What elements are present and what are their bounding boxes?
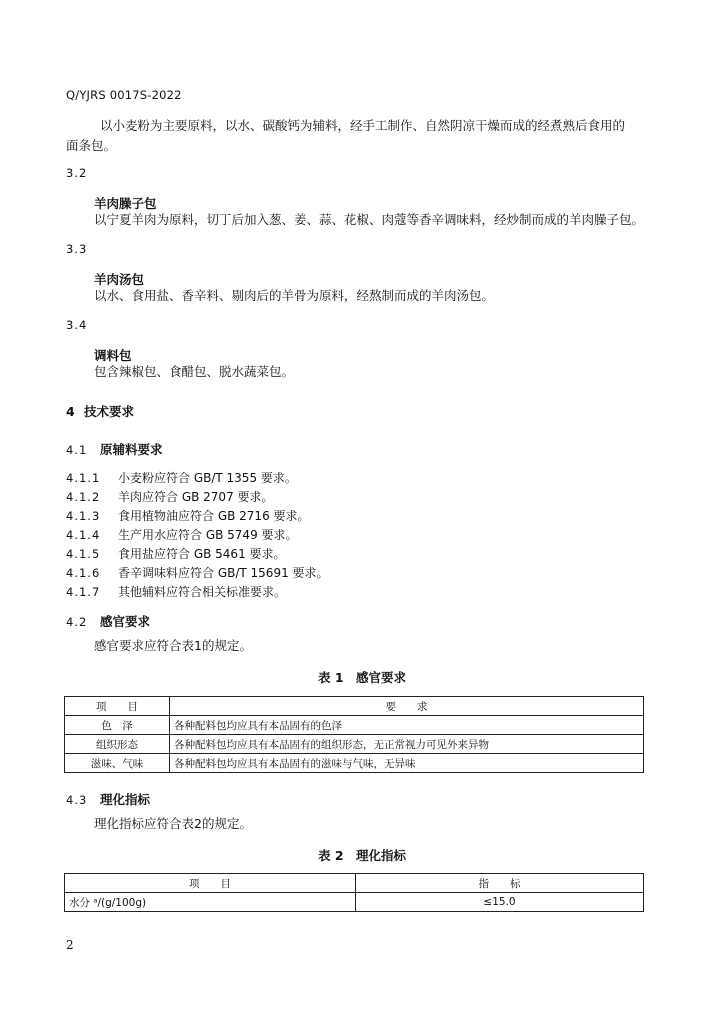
table-cell: 色 泽	[65, 716, 170, 735]
table-row	[65, 735, 644, 754]
clause-3-2-term: 羊肉臊子包	[94, 196, 157, 211]
clause-3-3-term: 羊肉汤包	[94, 272, 145, 287]
table-2-caption: 表 2 理化指标	[317, 848, 407, 863]
list-item-text: 其他辅料应符合相关标准要求。	[118, 585, 287, 599]
clause-3-3-number: 3.3	[66, 242, 88, 256]
page-number: 2	[66, 938, 74, 952]
section-4-3-text: 理化指标应符合表2的规定。	[94, 816, 252, 831]
list-item	[66, 469, 297, 486]
table-header-cell: 指 标	[356, 874, 644, 893]
intro-line-2: 面条包。	[66, 138, 117, 153]
clause-3-4-term: 调料包	[94, 348, 132, 363]
list-item-number: 4.1.5	[66, 547, 101, 561]
list-item-number: 4.1.4	[66, 528, 101, 542]
list-item	[66, 526, 298, 543]
section-4-2-text: 感官要求应符合表1的规定。	[94, 638, 252, 653]
table-row	[65, 893, 644, 912]
section-4-1-heading	[66, 440, 163, 458]
section-4-2-heading	[66, 612, 150, 630]
table-cell: 组织形态	[65, 735, 170, 754]
table-1-caption: 表 1 感官要求	[317, 670, 407, 685]
clause-3-4-number: 3.4	[66, 318, 88, 332]
table-header-row	[65, 874, 644, 893]
list-item-text: 食用盐应符合 GB 5461 要求。	[118, 547, 286, 561]
document-code: Q/YJRS 0017S-2022	[66, 88, 182, 102]
sensory-requirements-table	[64, 696, 644, 773]
clause-3-2-definition: 以宁夏羊肉为原料，切丁后加入葱、姜、蒜、花椒、肉蔻等香辛调味料，经炒制而成的羊肉臊子包。	[94, 212, 645, 227]
table-cell: ≤15.0	[356, 893, 644, 912]
section-4-title: 技术要求	[84, 404, 135, 419]
section-4-3-heading	[66, 790, 150, 808]
section-4-2-title: 感官要求	[100, 614, 151, 629]
section-4-1-title: 原辅料要求	[100, 442, 163, 457]
list-item	[66, 564, 329, 581]
list-item	[66, 507, 310, 524]
clause-3-2-number: 3.2	[66, 166, 88, 180]
table-cell: 滋味、气味	[65, 754, 170, 773]
table-cell: 各种配料包均应具有本品固有的滋味与气味，无异味	[170, 754, 644, 773]
physicochemical-table	[64, 873, 644, 912]
list-item-text: 羊肉应符合 GB 2707 要求。	[118, 490, 274, 504]
section-4-number: 4	[66, 404, 75, 419]
list-item	[66, 583, 286, 600]
section-4-2-number: 4.2	[66, 615, 88, 629]
table-cell: 水分 ᵃ/(g/100g)	[65, 893, 356, 912]
table-header-cell: 项 目	[65, 697, 170, 716]
table-header-row	[65, 697, 644, 716]
clause-3-3-definition: 以水、食用盐、香辛料、剔肉后的羊骨为原料，经熬制而成的羊肉汤包。	[94, 288, 495, 303]
table-cell: 各种配料包均应具有本品固有的色泽	[170, 716, 644, 735]
intro-line-1: 以小麦粉为主要原料，以水、碳酸钙为辅料，经手工制作、自然阴凉干燥而成的经煮熟后食用的	[100, 118, 626, 133]
list-item-number: 4.1.7	[66, 585, 101, 599]
section-4-1-number: 4.1	[66, 443, 88, 457]
list-item-number: 4.1.6	[66, 566, 101, 580]
table-row	[65, 716, 644, 735]
list-item-number: 4.1.3	[66, 509, 101, 523]
table-cell: 各种配料包均应具有本品固有的组织形态，无正常视力可见外来异物	[170, 735, 644, 754]
section-4-3-title: 理化指标	[100, 792, 151, 807]
list-item	[66, 545, 286, 562]
list-item-text: 食用植物油应符合 GB 2716 要求。	[118, 509, 310, 523]
table-row	[65, 754, 644, 773]
table-header-cell: 项 目	[65, 874, 356, 893]
list-item-text: 香辛调味料应符合 GB/T 15691 要求。	[118, 566, 329, 580]
list-item-number: 4.1.1	[66, 471, 101, 485]
list-item-text: 小麦粉应符合 GB/T 1355 要求。	[118, 471, 297, 485]
section-4-heading	[66, 402, 134, 420]
list-item-number: 4.1.2	[66, 490, 101, 504]
section-4-3-number: 4.3	[66, 793, 88, 807]
list-item	[66, 488, 274, 505]
list-item-text: 生产用水应符合 GB 5749 要求。	[118, 528, 298, 542]
clause-3-4-definition: 包含辣椒包、食醋包、脱水蔬菜包。	[94, 364, 295, 379]
table-header-cell: 要 求	[170, 697, 644, 716]
